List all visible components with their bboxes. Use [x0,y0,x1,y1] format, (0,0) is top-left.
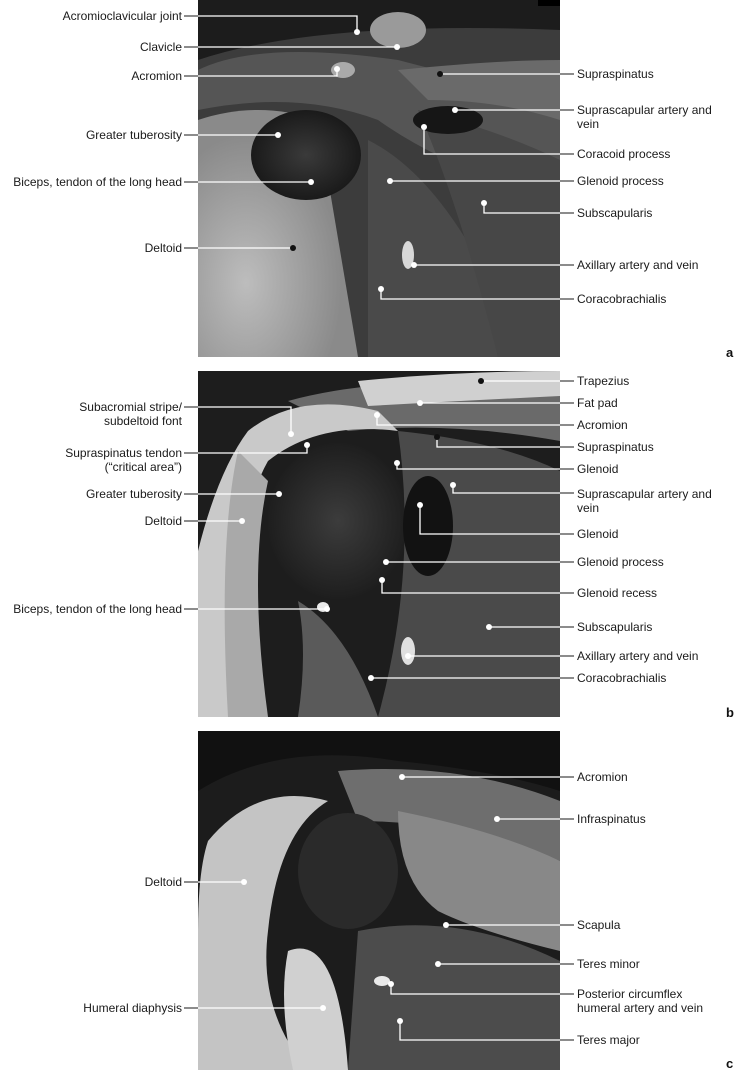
label-infraspinatus: Infraspinatus [577,812,646,826]
label-glenoid: Glenoid [577,462,619,476]
label-supraspinatus: Supraspinatus [577,440,654,454]
label-subscapularis: Subscapularis [577,206,653,220]
label-suprascapular-artery-vein: Suprascapular artery and vein [577,103,712,131]
label-clavicle: Clavicle [139,40,182,54]
mri-image-a [198,0,560,357]
label-deltoid: Deltoid [144,875,182,889]
label-deltoid: Deltoid [144,514,182,528]
label-supraspinatus: Supraspinatus [577,67,654,81]
label-supraspinatus-tendon: Supraspinatus tendon (“critical area”) [65,446,182,474]
label-subacromial-stripe: Subacromial stripe/ subdeltoid font [79,400,182,428]
mri-image-b [198,371,560,717]
label-subscapularis: Subscapularis [577,620,653,634]
panel-letter-a: a [726,345,734,360]
label-biceps-tendon: Biceps, tendon of the long head [13,175,182,189]
label-teres-major: Teres major [577,1033,640,1047]
label-glenoid: Glenoid [577,527,619,541]
label-humeral-diaphysis: Humeral diaphysis [83,1001,182,1015]
label-acromion: Acromion [577,770,628,784]
label-greater-tuberosity: Greater tuberosity [85,128,182,142]
label-posterior-circumflex-humeral: Posterior circumflex humeral artery and vein [577,987,704,1015]
label-deltoid: Deltoid [144,241,182,255]
label-greater-tuberosity: Greater tuberosity [85,487,182,501]
mri-image-c [198,731,560,1070]
label-suprascapular-artery-vein: Suprascapular artery and vein [577,487,712,515]
panel-letter-b: b [726,705,734,720]
label-glenoid-process: Glenoid process [577,555,664,569]
label-coracoid-process: Coracoid process [577,147,671,161]
label-fat-pad: Fat pad [577,396,618,410]
label-axillary-artery-vein: Axillary artery and vein [577,258,699,272]
label-axillary-artery-vein: Axillary artery and vein [577,649,699,663]
label-teres-minor: Teres minor [577,957,640,971]
panel-letter-c: c [726,1056,734,1071]
label-coracobrachialis: Coracobrachialis [577,671,667,685]
label-glenoid-process: Glenoid process [577,174,664,188]
label-acromion: Acromion [131,69,182,83]
label-biceps-tendon: Biceps, tendon of the long head [13,602,182,616]
label-scapula: Scapula [577,918,621,932]
label-acromioclavicular-joint: Acromioclavicular joint [62,9,182,23]
label-coracobrachialis: Coracobrachialis [577,292,667,306]
label-glenoid-recess: Glenoid recess [577,586,658,600]
label-acromion: Acromion [577,418,628,432]
label-trapezius: Trapezius [577,374,630,388]
